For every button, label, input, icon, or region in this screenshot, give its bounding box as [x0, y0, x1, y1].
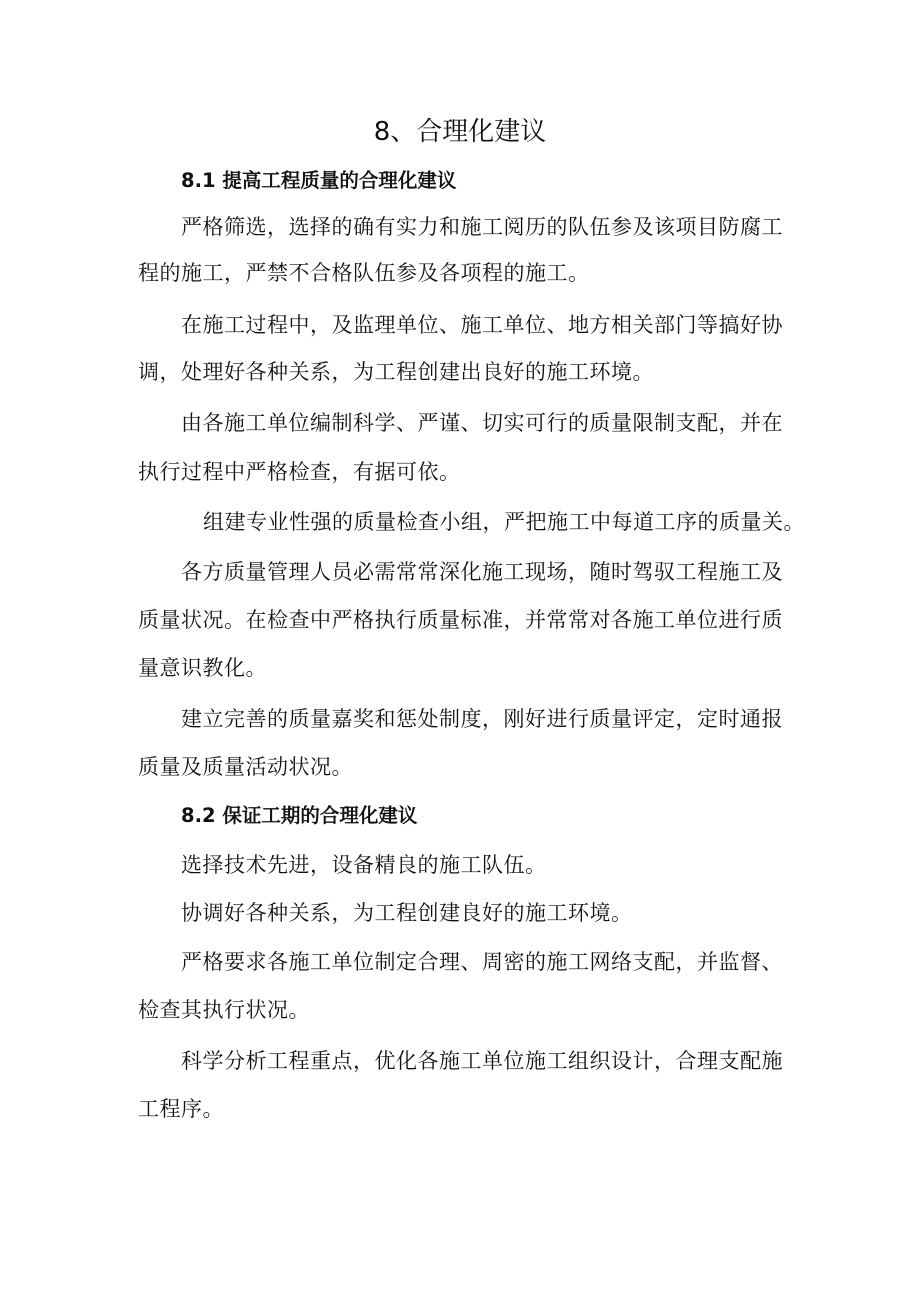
paragraph-line: 质量状况。在检查中严格执行质量标准，并常常对各施工单位进行质	[138, 608, 783, 632]
paragraph-line: 检查其执行状况。	[138, 998, 310, 1022]
paragraph-line: 调，处理好各种关系，为工程创建出良好的施工环境。	[138, 360, 654, 384]
paragraph-line: 由各施工单位编制科学、严谨、切实可行的质量限制支配，并在	[181, 411, 783, 435]
paragraph-line: 建立完善的质量嘉奖和惩处制度，刚好进行质量评定，定时通报	[181, 707, 783, 731]
paragraph-line: 程的施工，严禁不合格队伍参及各项程的施工。	[138, 261, 590, 285]
paragraph-line: 科学分析工程重点，优化各施工单位施工组织设计，合理支配施	[181, 1049, 783, 1073]
paragraph-line: 组建专业性强的质量检查小组，严把施工中每道工序的质量关。	[203, 510, 805, 534]
paragraph-line: 在施工过程中，及监理单位、施工单位、地方相关部门等搞好协	[181, 313, 783, 337]
paragraph-line: 严格筛选，选择的确有实力和施工阅历的队伍参及该项目防腐工	[181, 215, 783, 239]
page-title: 8、合理化建议	[373, 117, 547, 147]
paragraph-line: 严格要求各施工单位制定合理、周密的施工网络支配，并监督、	[181, 950, 783, 974]
paragraph-line: 质量及质量活动状况。	[138, 755, 353, 779]
paragraph-line: 选择技术先进，设备精良的施工队伍。	[181, 853, 547, 877]
paragraph-line: 执行过程中严格检查，有据可依。	[138, 460, 461, 484]
paragraph-line: 量意识教化。	[138, 656, 267, 680]
section-heading-8-2: 8.2 保证工期的合理化建议	[181, 804, 418, 827]
paragraph-line: 工程序。	[138, 1097, 224, 1121]
paragraph-line: 协调好各种关系，为工程创建良好的施工环境。	[181, 901, 633, 925]
section-heading-8-1: 8.1 提高工程质量的合理化建议	[181, 169, 457, 192]
paragraph-line: 各方质量管理人员必需常常深化施工现场，随时驾驭工程施工及	[181, 560, 783, 584]
